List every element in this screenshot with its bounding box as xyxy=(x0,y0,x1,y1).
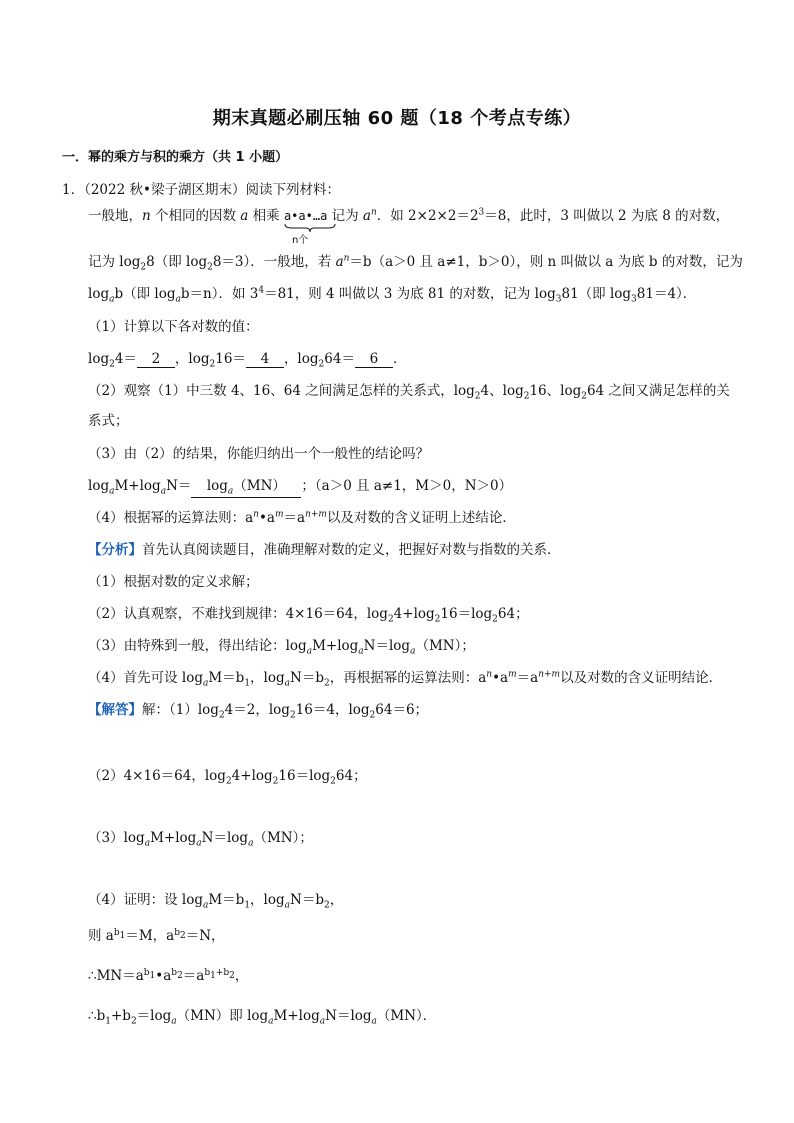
question-part-1: （1）计算以下各对数的值： xyxy=(88,319,259,335)
answer-blank-2[interactable]: 4 xyxy=(246,351,284,368)
question-part-1-blanks: $\log_24= 2$ ，$\log_216= 4$ ，$\log_264= 6$ ． xyxy=(88,351,407,370)
question-part-2-cont: 系式； xyxy=(88,413,129,429)
analysis-step-2: （2）认真观察，不难找到规律：4×16＝64，$\log_24+\log_216=\log_264$； xyxy=(88,606,529,625)
analysis-label: 【分析】 xyxy=(88,542,142,558)
answer-blank-3[interactable]: 6 xyxy=(355,351,393,368)
question-para-1: 一般地，n 个相同的因数 a 相乘 a•a•…a n个 记为 $a^n$．如 $2\times 2\times 2=2^3=8$，此时，3 叫做以 2 为底 8 的对数， xyxy=(88,207,730,246)
underbrace-expression: a•a•…a n个 xyxy=(284,209,327,223)
question-part-3: （3）由（2）的结果，你能归纳出一个一般性的结论吗？ xyxy=(88,446,430,462)
question-para-3: $\log_ab$（即 $\log_ab=n$）．如 $3^4=81$，则 4 叫做以 3 为底 81 的对数，记为 $\log_381$（即 $\log_381=4$）． xyxy=(88,285,697,305)
question-part-3-blank: $\log_aM+\log_aN= \log_a(MN)$ ；（a＞0 且 a≠1，M＞0，N＞0） xyxy=(88,474,512,498)
analysis-step-4: （4）首先可设 $\log_aM=b_1$，$\log_aN=b_2$，再根据幂的运算法则：$a^n•a^m=a^{n+m}$以及对数的含义证明结论． xyxy=(88,669,723,689)
question-part-2: （2）观察（1）中三数 4、16、64 之间满足怎样的关系式，$\log_24$、$\log_216$、$\log_264$ 之间又满足怎样的关 xyxy=(88,383,730,402)
answer-part-2: （2）4×16＝64，$\log_24+\log_216=\log_264$； xyxy=(88,768,367,787)
question-part-4: （4）根据幂的运算法则：$a^n•a^m=a^{n+m}$以及对数的含义证明上述结论． xyxy=(88,509,516,526)
question-para-2: 记为 $\log_28$（即 $\log_28=3$）．一般地，若 $a^n=b(a>0$ 且 a≠1，b＞0），则 n 叫做以 a 为底 b 的对数，记为 xyxy=(88,253,743,273)
analysis-step-1: （1）根据对数的定义求解； xyxy=(88,574,259,590)
answer-label: 【解答】 xyxy=(88,702,142,718)
answer-proof-line-2: $\therefore MN=a^{b_1}•a^{b_2}=a^{b_1+b_2}$， xyxy=(88,967,249,984)
analysis-intro: 【分析】首先认真阅读题目，准确理解对数的定义，把握好对数与指数的关系． xyxy=(88,542,561,558)
answer-proof-line-1: 则 $a^{b_1}=M$，$a^{b_2}=N$， xyxy=(88,927,225,944)
answer-proof-line-3: $\therefore b_1+b_2=\log_a(MN)$即 $\log_aM+\log_aN=\log_a(MN)$． xyxy=(88,1008,437,1027)
answer-part-1: 【解答】解：$(1)\log_24=2$，$\log_216=4$，$\log_264=6$； xyxy=(88,702,429,721)
question-header: 1．（2022 秋•梁子湖区期末）阅读下列材料： xyxy=(62,182,340,198)
analysis-step-3: （3）由特殊到一般，得出结论：$\log_aM+\log_aN=\log_a(MN)$； xyxy=(88,638,475,657)
answer-part-4: （4）证明：设 $\log_aM=b_1$，$\log_aN=b_2$， xyxy=(88,892,344,911)
page-title: 期末真题必刷压轴 60 题（18 个考点专练） xyxy=(212,108,582,129)
section-heading: 一．幂的乘方与积的乘方（共 1 小题） xyxy=(62,150,289,165)
answer-part-3: $(3)\log_aM+\log_aN=\log_a(MN)$； xyxy=(88,830,313,849)
answer-blank-4[interactable]: $\log_a(MN)$ xyxy=(191,474,301,498)
answer-blank-1[interactable]: 2 xyxy=(137,351,175,368)
